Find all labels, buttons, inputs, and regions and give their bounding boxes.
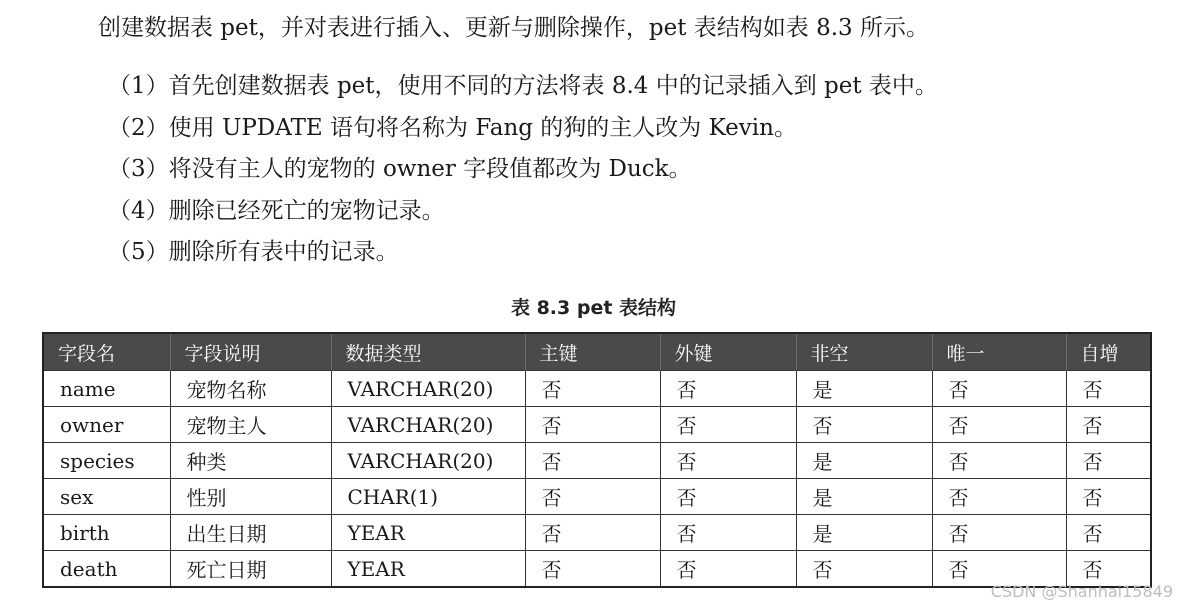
table-cell: VARCHAR(20): [331, 371, 525, 407]
task-item: （5）删除所有表中的记录。: [108, 239, 399, 265]
table-cell: 否: [1066, 371, 1151, 407]
task-item: （3）将没有主人的宠物的 owner 字段值都改为 Duck。: [108, 156, 692, 182]
table-cell: 否: [525, 551, 660, 588]
csdn-watermark: CSDN @Shanhai15849: [990, 582, 1173, 601]
table-cell: VARCHAR(20): [331, 443, 525, 479]
table-row: [43, 371, 1151, 407]
table-cell: 否: [525, 443, 660, 479]
header-primary-key: 主键: [525, 333, 660, 371]
table-cell: 否: [525, 515, 660, 551]
table-cell: 性别: [170, 479, 331, 515]
header-auto-increment: 自增: [1066, 333, 1151, 371]
table-cell: 是: [796, 515, 932, 551]
table-cell: 否: [660, 479, 796, 515]
table-header-row: [43, 333, 1151, 371]
task-list: [108, 66, 938, 274]
table-cell: 否: [525, 479, 660, 515]
table-row: [43, 443, 1151, 479]
table-cell: 宠物主人: [170, 407, 331, 443]
table-cell: 否: [660, 371, 796, 407]
table-caption: 表 8.3 pet 表结构: [510, 297, 677, 319]
table-cell: 是: [796, 479, 932, 515]
table-cell: 否: [1066, 479, 1151, 515]
header-field-desc: 字段说明: [170, 333, 331, 371]
table-cell: YEAR: [331, 515, 525, 551]
table-cell: 否: [1066, 551, 1151, 588]
table-cell: 否: [796, 407, 932, 443]
table-cell: 出生日期: [170, 515, 331, 551]
table-cell: 否: [660, 443, 796, 479]
table-cell: 是: [796, 371, 932, 407]
table-cell: 否: [932, 371, 1066, 407]
table-row: [43, 515, 1151, 551]
table-cell: owner: [43, 407, 170, 443]
intro-paragraph: 创建数据表 pet，并对表进行插入、更新与删除操作，pet 表结构如表 8.3 所示。: [98, 15, 929, 41]
table-cell: 否: [660, 515, 796, 551]
task-item: （4）删除已经死亡的宠物记录。: [108, 197, 445, 224]
header-unique: 唯一: [932, 333, 1066, 371]
header-foreign-key: 外键: [660, 333, 796, 371]
table-row: [43, 407, 1151, 443]
table-cell: death: [43, 551, 170, 588]
table-cell: name: [43, 371, 170, 407]
table-cell: birth: [43, 515, 170, 551]
table-cell: sex: [43, 479, 170, 515]
table-row: [43, 479, 1151, 515]
table-cell: 否: [932, 479, 1066, 515]
table-cell: 否: [932, 551, 1066, 588]
table-cell: 宠物名称: [170, 371, 331, 407]
table-cell: 种类: [170, 443, 331, 479]
header-not-null: 非空: [796, 333, 932, 371]
header-field-name: 字段名: [43, 333, 170, 371]
table-cell: YEAR: [331, 551, 525, 588]
pet-structure-table: [42, 332, 1152, 588]
table-cell: 是: [796, 443, 932, 479]
task-item: （1）首先创建数据表 pet，使用不同的方法将表 8.4 中的记录插入到 pet 表中。: [108, 73, 938, 99]
table-cell: 否: [1066, 515, 1151, 551]
table-cell: 否: [660, 407, 796, 443]
table-cell: 否: [932, 515, 1066, 551]
table-cell: 否: [1066, 407, 1151, 443]
table-cell: CHAR(1): [331, 479, 525, 515]
table-cell: 死亡日期: [170, 551, 331, 588]
table-cell: 否: [525, 371, 660, 407]
table-cell: 否: [932, 443, 1066, 479]
table-row: [43, 551, 1151, 588]
task-item: （2）使用 UPDATE 语句将名称为 Fang 的狗的主人改为 Kevin。: [108, 114, 797, 141]
table-cell: 否: [932, 407, 1066, 443]
header-data-type: 数据类型: [331, 333, 525, 371]
table-cell: species: [43, 443, 170, 479]
table-cell: 否: [660, 551, 796, 588]
table-cell: 否: [796, 551, 932, 588]
table-cell: 否: [525, 407, 660, 443]
table-cell: 否: [1066, 443, 1151, 479]
table-cell: VARCHAR(20): [331, 407, 525, 443]
